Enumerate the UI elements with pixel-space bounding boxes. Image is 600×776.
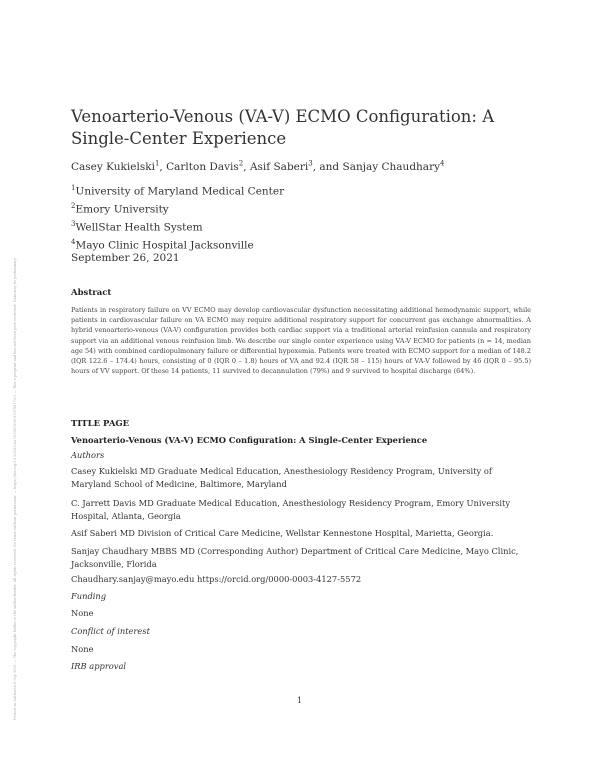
title-page-subtitle: Venoarterio-Venous (VA-V) ECMO Configuration: A Single-Center Experience (71, 435, 428, 445)
author-detail-1: Casey Kukielski MD Graduate Medical Education, Anesthesiology Residency Program, University of Maryland School of Medicine, Baltimore, Maryland (71, 466, 492, 489)
author: Casey Kukielski$^1$, (71, 159, 167, 173)
title-page-heading: TITLE PAGE (71, 419, 130, 429)
funding-value: None (71, 608, 94, 618)
preprint-notice: Posted on Authorea 6 Sep 2021 — The copyright holder is the author/funder. All rights reserved. No reuse without permission. — https://doi.org/10.22541/au.163091296.61975617/v1 — This a preprint and has not been peer reviewed. Data may be preliminary. (13, 257, 17, 720)
author-list (71, 159, 541, 173)
author-detail-2: C. Jarrett Davis MD Graduate Medical Education, Anesthesiology Residency Program, Emory University Hospital, Atlanta, Georgia (71, 498, 511, 521)
preprint-sidebar (8, 80, 28, 720)
abstract-heading: Abstract (71, 288, 112, 298)
author: Carlton Davis$^2$, (166, 159, 250, 173)
contact-info: Chaudhary.sanjay@mayo.edu https://orcid.org/0000-0003-4127-5572 (71, 574, 362, 584)
irb-label: IRB approval (71, 661, 127, 671)
publication-date: September 26, 2021 (71, 252, 180, 264)
conflict-label: Conflict of interest (71, 626, 150, 636)
funding-label: Funding (71, 591, 107, 601)
authors-label: Authors (71, 450, 105, 460)
affiliation: $^2$Emory University (71, 202, 169, 216)
author: Sanjay Chaudhary$^4$ (342, 159, 445, 173)
paper-title: Venoarterio-Venous (VA-V) ECMO Configuration: A Single-Center Experience (71, 107, 495, 148)
page-number: 1 (297, 696, 303, 705)
affiliation: $^4$Mayo Clinic Hospital Jacksonville (71, 238, 254, 252)
affiliation-list (71, 181, 541, 253)
author-detail-4: Sanjay Chaudhary MBBS MD (Corresponding Author) Department of Critical Care Medicine, Mayo Clinic, Jacksonville, Florida (71, 546, 519, 569)
abstract-text: Patients in respiratory failure on VV ECMO may develop cardiovascular dysfunction necessitating additional hemodynamic support, while patients in cardiovascular failure on VA ECMO may require additional respiratory support for concurrent gas exchange abnormalities. A hybrid venoarterio-venous (VA-V) configuration provides both cardiac support via a traditional arterial reinfusion cannula and respiratory support via an additional venous reinfusion limb. We describe our single center experience using VA-V ECMO for patients (n = 14, median age 54) with combined cardiopulmonary failure or differential hypoxemia. Patients were treated with ECMO support for a median of 148.2 (IQR 122.6 – 174.4) hours, consisting of 0 (IQR 0 – 1.8) hours of VA and 92.4 (IQR 58 – 115) hours of VA-V followed by 46 (IQR 0 – 95.5) hours of VV support. Of these 14 patients, 11 survived to decannulation (79%) and 9 survived to hospital discharge (64%). (71, 306, 531, 376)
author-detail-3: Asif Saberi MD Division of Critical Care Medicine, Wellstar Kennestone Hospital, Marietta, Georgia. (71, 528, 494, 538)
author: Asif Saberi$^3$, and (249, 159, 343, 173)
affiliation: $^1$University of Maryland Medical Center (71, 184, 285, 198)
affiliation: $^3$WellStar Health System (71, 220, 203, 234)
conflict-value: None (71, 644, 94, 654)
